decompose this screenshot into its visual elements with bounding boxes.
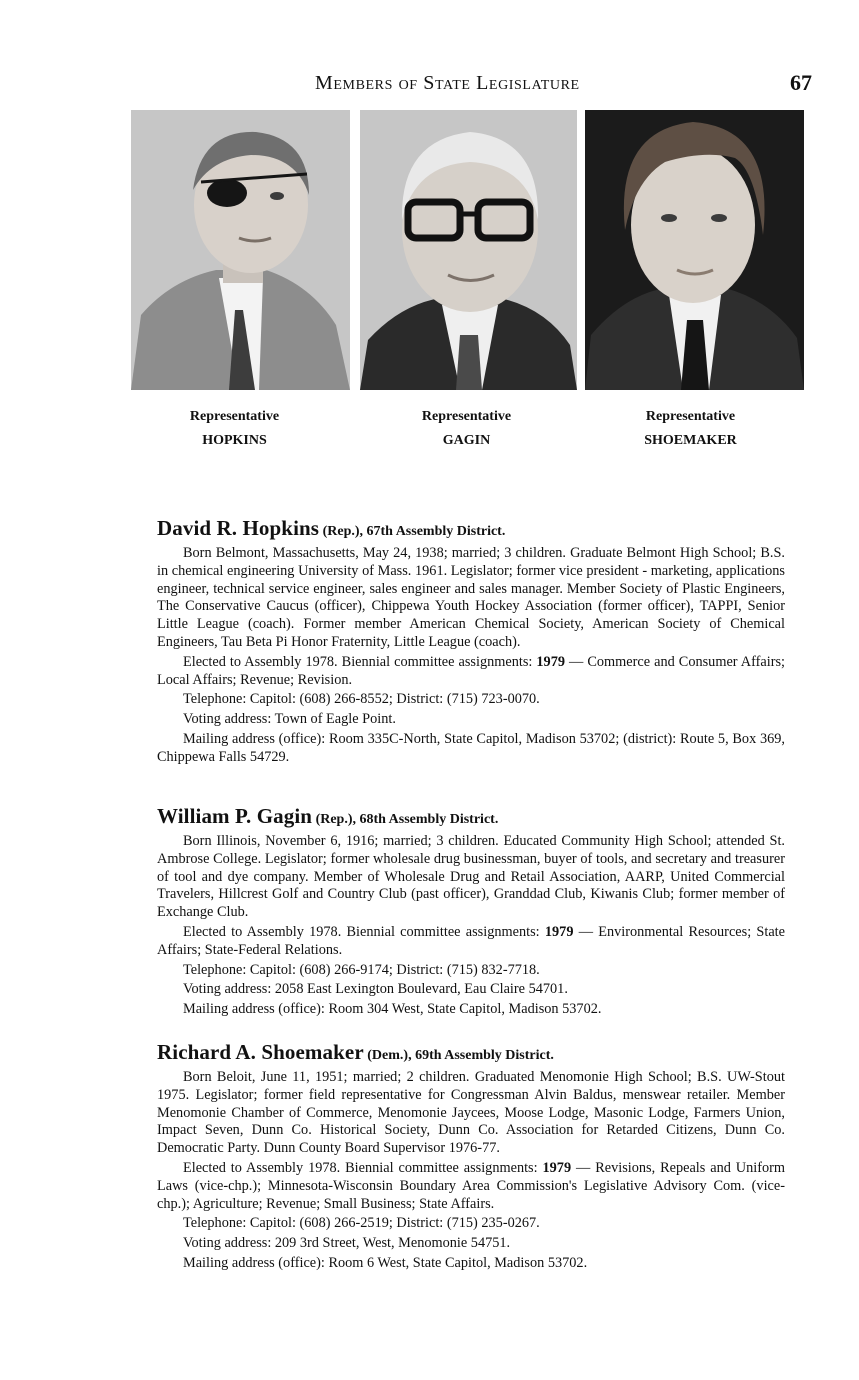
district-label: , 68th Assembly District. <box>352 812 499 827</box>
caption-name: SHOEMAKER <box>644 433 737 448</box>
district-label: , 67th Assembly District. <box>359 524 506 539</box>
committee-paragraph: Elected to Assembly 1978. Biennial committee assignments: 1979 — Environmental Resources; State Affairs; State-Federal Relations. <box>157 923 785 958</box>
party-label: (Dem.) <box>367 1048 409 1063</box>
caption-name: GAGIN <box>442 433 491 448</box>
district-label: , 69th Assembly District. <box>408 1048 554 1063</box>
bio-heading <box>157 516 785 544</box>
telephone-line: Telephone: Capitol: (608) 266-8552; District: (715) 723-0070. <box>183 691 540 708</box>
portrait-photo-shoemaker <box>585 110 804 390</box>
running-head <box>0 70 859 100</box>
page-number: 67 <box>790 70 812 95</box>
bio-shoemaker <box>157 1040 785 1275</box>
mailing-address-line: Mailing address (office): Room 6 West, State Capitol, Madison 53702. <box>183 1254 588 1271</box>
biography-paragraph: Born Illinois, November 6, 1916; married; 3 children. Educated Community High School; attended St. Ambrose College. Legislator; former wholesale drug businessman, buyer of tools, and secretary and treasurer of tool and dye company. Member of Wholesale Drug and Retail Association, AARP, United Commercial Travelers, Hillcrest Golf and Country Club (past officer), Granddad Club, Kiwanis Club; former member of Exchange Club. <box>157 833 785 921</box>
mailing-address-line: Mailing address (office): Room 335C-North, State Capitol, Madison 53702; (district): Route 5, Box 369, Chippewa Falls 54729. <box>157 730 785 765</box>
voting-address-line: Voting address: Town of Eagle Point. <box>183 711 396 728</box>
biography-paragraph: Born Beloit, June 11, 1951; married; 2 children. Graduated Menomonie High School; B.S. UW-Stout 1975. Legislator; former field representative for Congressman Alvin Baldus, menswear retailer. Member Menomonie Chamber of Commerce, Menomonie Jaycees, Moose Lodge, Masonic Lodge, Farmers Union, Impact Seven, Dunn Co. Historical Society, Dunn Co. Association for Retarded Citizens, Dunn Co. Democratic Party. Dunn County Board Supervisor 1976-77. <box>157 1069 785 1157</box>
committee-paragraph: Elected to Assembly 1978. Biennial committee assignments: 1979 — Commerce and Consumer Affairs; Local Affairs; Revenue; Revision. <box>157 653 785 688</box>
caption-title: Representative <box>189 409 280 424</box>
caption-shoemaker <box>581 405 800 453</box>
page-title: Members of State Legislature <box>315 72 580 94</box>
party-label: (Rep.) <box>322 524 360 539</box>
voting-address-line: Voting address: 209 3rd Street, West, Menomonie 54751. <box>183 1235 511 1252</box>
caption-hopkins <box>125 405 344 453</box>
caption-name: HOPKINS <box>202 433 267 448</box>
portrait-photo-gagin <box>360 110 579 390</box>
telephone-line: Telephone: Capitol: (608) 266-9174; District: (715) 832-7718. <box>183 961 540 978</box>
committee-paragraph: Elected to Assembly 1978. Biennial committee assignments: 1979 — Revisions, Repeals and Uniform Laws (vice-chp.); Minnesota-Wisconsin Boundary Area Commission's Legislative Advisory Com. (vice-chp.); Agriculture; Revenue; Small Business; State Affairs. <box>157 1159 785 1212</box>
party-label: (Rep.) <box>315 812 353 827</box>
member-name: David R. Hopkins <box>157 516 320 540</box>
biography-paragraph: Born Belmont, Massachusetts, May 24, 1938; married; 3 children. Graduate Belmont High School; B.S. in chemical engineering University of Mass. 1961. Legislator; former vice president - marketing, applications engineer, technical service engineer, sales engineer and sales manager. Member Society of Plastic Engineers, The Conservative Caucus (officer), Chippewa Youth Hockey Association (former officer), TAPPI, Senior Little League (coach). Former member American Chemical Society, American Society of Chemical Engineers, Tau Beta Pi Honor Fraternity, Little League (coach). <box>157 545 785 650</box>
telephone-line: Telephone: Capitol: (608) 266-2519; District: (715) 235-0267. <box>183 1215 540 1232</box>
voting-address-line: Voting address: 2058 East Lexington Boulevard, Eau Claire 54701. <box>183 981 568 998</box>
caption-title: Representative <box>421 409 512 424</box>
member-name: William P. Gagin <box>157 804 313 828</box>
caption-gagin <box>357 405 576 453</box>
mailing-address-line: Mailing address (office): Room 304 West, State Capitol, Madison 53702. <box>183 1001 602 1018</box>
portrait-photo-hopkins <box>131 110 350 390</box>
bio-hopkins <box>157 516 785 769</box>
bio-heading <box>157 804 785 832</box>
bio-heading <box>157 1040 785 1068</box>
caption-title: Representative <box>645 409 736 424</box>
bio-gagin <box>157 804 785 1021</box>
member-name: Richard A. Shoemaker <box>157 1040 364 1064</box>
